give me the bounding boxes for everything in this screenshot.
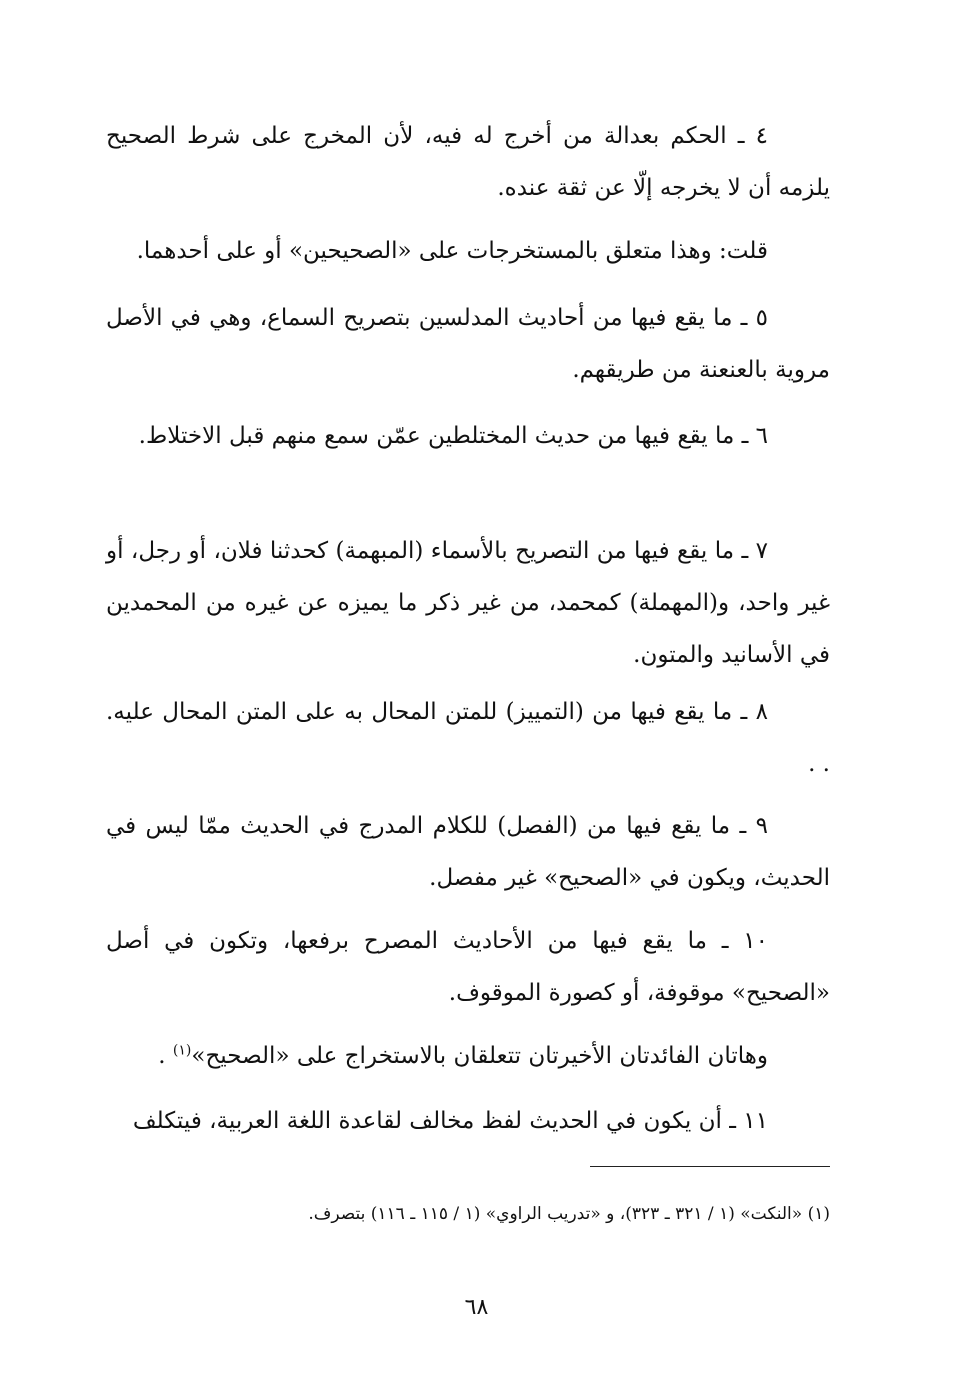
paragraph-end-mark: . [158, 1043, 173, 1069]
paragraph-text: ٤ ـ الحكم بعدالة من أخرج له فيه، لأن المخرج على شرط الصحيح يلزمه أن لا يخرجه إلّا عن ثقة عنده. [106, 123, 830, 201]
paragraph-text: قلت: وهذا متعلق بالمستخرجات على «الصحيحين» أو على أحدهما. [136, 238, 768, 264]
paragraph-two-benefits [106, 1030, 830, 1082]
paragraph-point-5 [106, 292, 830, 396]
footnote-separator [590, 1166, 830, 1167]
paragraph-text: ٨ ـ ما يقع فيها من (التمييز) للمتن المحال به على المتن المحال عليه. . . [106, 699, 830, 777]
footnote-text: (١) «النكت» (١ / ٣٢١ ـ ٣٢٣)، و «تدريب الراوي» (١ / ١١٥ ـ ١١٦) بتصرف. [308, 1204, 830, 1224]
page-number: ٦٨ [464, 1295, 489, 1320]
paragraph-point-4 [106, 110, 830, 214]
paragraph-text: ٦ ـ ما يقع فيها من حديث المختلطين عمّن سمع منهم قبل الاختلاط. [138, 423, 768, 449]
footnote-reference[interactable]: (١) [172, 1042, 192, 1059]
paragraph-text: وهاتان الفائدتان الأخيرتان تتعلقان بالاستخراج على «الصحيح» [191, 1043, 768, 1069]
paragraph-text: ٥ ـ ما يقع فيها من أحاديث المدلسين بتصريح السماع، وهي في الأصل مروية بالعنعنة من طريقهم. [106, 305, 830, 383]
paragraph-point-7 [106, 525, 830, 681]
paragraph-point-8 [106, 686, 830, 790]
paragraph-point-9 [106, 800, 830, 904]
paragraph-text: ١٠ ـ ما يقع فيها من الأحاديث المصرح برفعها، وتكون في أصل «الصحيح» موقوفة، أو كصورة الموقوف. [106, 928, 830, 1006]
paragraph-text: ٩ ـ ما يقع فيها من (الفصل) للكلام المدرج في الحديث ممّا ليس في الحديث، ويكون في «الصحيح» غير مفصل. [106, 813, 830, 891]
paragraph-note [106, 225, 830, 277]
paragraph-point-11 [106, 1095, 830, 1147]
paragraph-text: ١١ ـ أن يكون في الحديث لفظ مخالف لقاعدة اللغة العربية، فيتكلف [132, 1108, 768, 1134]
paragraph-point-6 [106, 410, 830, 462]
paragraph-text: ٧ ـ ما يقع فيها من التصريح بالأسماء (المبهمة) كحدثنا فلان، أو رجل، أو غير واحد، و(المهملة) كمحمد، من غير ذكر ما يميزه عن غيره من المحمدين في الأسانيد والمتون. [106, 538, 830, 668]
paragraph-point-10 [106, 915, 830, 1019]
